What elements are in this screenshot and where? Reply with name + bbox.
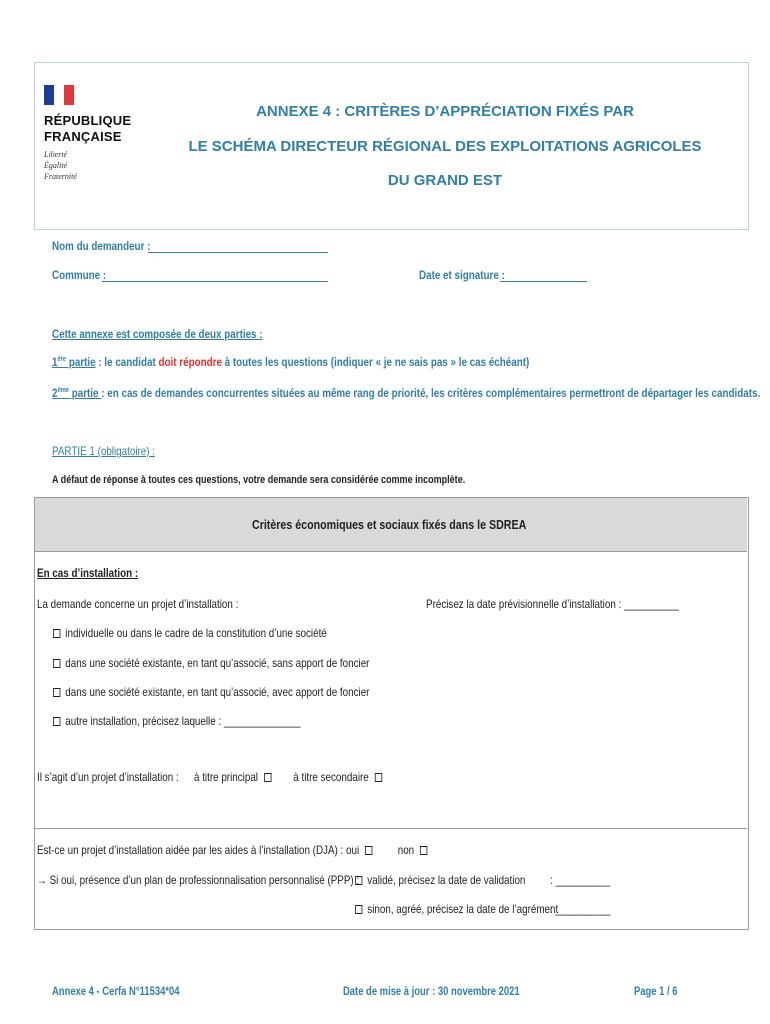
nature-secondary-checkbox[interactable]	[375, 773, 382, 782]
part1-text-a: : le candidat	[95, 355, 159, 369]
part2-text: : en cas de demandes concurrentes situées au même rang de priorité, les critères complémentaires permettront de départager les candidats.	[101, 386, 761, 400]
footer-update-date: Date de mise à jour : 30 novembre 2021	[343, 986, 520, 998]
commune-field[interactable]	[102, 281, 328, 282]
motto-egalite: Égalité	[44, 161, 68, 170]
checkbox[interactable]	[53, 629, 60, 638]
ppp-agreed-label: sinon, agréé, précisez la date de l’agrément	[367, 902, 559, 916]
part2-num: 2	[52, 386, 58, 400]
checkbox[interactable]	[53, 688, 60, 697]
title-line2: LE SCHÉMA DIRECTEUR RÉGIONAL DES EXPLOITATIONS AGRICOLES	[188, 138, 702, 155]
installation-section-title: En cas d’installation :	[37, 566, 139, 580]
part1-text-b: à toutes les questions (indiquer « je ne sais pas » le cas échéant)	[221, 355, 530, 369]
part1-required: doit répondre	[158, 355, 222, 369]
ppp-validated-option[interactable]	[355, 873, 525, 887]
ppp-validated-date[interactable]: : __________	[550, 873, 611, 887]
republique-francaise-logo	[44, 85, 132, 182]
title-line1: ANNEXE 4 : CRITÈRES D’APPRÉCIATION FIXÉS PAR	[256, 103, 634, 120]
checkbox[interactable]	[355, 905, 362, 914]
motto-liberte: Liberté	[44, 150, 68, 159]
option-label: dans une société existante, en tant qu’associé, sans apport de foncier	[65, 656, 370, 670]
option-existing-with-land[interactable]	[53, 685, 369, 699]
part2-word: partie	[68, 386, 102, 400]
part1-heading: PARTIE 1 (obligatoire) :	[52, 444, 155, 458]
part1-sup: ère	[57, 356, 67, 363]
date-signature-label: Date et signature :	[419, 268, 505, 282]
nature-principal-label: à titre principal	[193, 770, 258, 784]
option-other[interactable]	[53, 714, 301, 728]
checkbox[interactable]	[53, 659, 60, 668]
commune-label: Commune :	[52, 268, 107, 282]
ppp-agreed-date[interactable]: : __________	[550, 902, 611, 916]
dja-no-label: non	[397, 843, 415, 857]
option-label: autre installation, précisez laquelle : ______________	[65, 714, 301, 728]
part2-sup: ème	[57, 387, 69, 394]
project-label: La demande concerne un projet d’installation :	[37, 597, 239, 611]
logo-line1: RÉPUBLIQUE	[44, 113, 132, 128]
part1-notice: A défaut de réponse à toutes ces questions, votre demande sera considérée comme incomplète.	[52, 474, 466, 486]
criteria-table-title: Critères économiques et sociaux fixés dans le SDREA	[252, 517, 527, 532]
applicant-field[interactable]	[148, 252, 328, 253]
footer-page-number: Page 1 / 6	[634, 986, 678, 998]
part1-num: 1	[52, 355, 58, 369]
dja-no-checkbox[interactable]	[420, 846, 427, 855]
dja-yes-checkbox[interactable]	[365, 846, 372, 855]
applicant-label: Nom du demandeur :	[52, 239, 151, 253]
marianne-flag-icon	[44, 85, 74, 105]
installation-nature-row	[37, 770, 387, 784]
option-individual[interactable]	[53, 626, 327, 640]
option-label: individuelle ou dans le cadre de la constitution d’une société	[65, 626, 327, 640]
option-label: dans une société existante, en tant qu’associé, avec apport de foncier	[65, 685, 370, 699]
dja-label: Est-ce un projet d’installation aidée par les aides à l’installation (DJA) : oui	[37, 843, 360, 857]
part1-description	[52, 355, 529, 369]
checkbox[interactable]	[53, 717, 60, 726]
ppp-label: → Si oui, présence d’un plan de professionnalisation personnalisé (PPP) :	[37, 873, 360, 887]
part1-word: partie	[66, 355, 96, 369]
checkbox[interactable]	[355, 876, 362, 885]
option-existing-no-land[interactable]	[53, 656, 369, 670]
nature-label: Il s’agit d’un projet d’installation :	[37, 770, 179, 784]
installation-date-label: Précisez la date prévisionnelle d’installation : __________	[426, 597, 679, 611]
part2-description	[52, 386, 760, 400]
intro-heading: Cette annexe est composée de deux parties :	[52, 327, 263, 341]
logo-line2: FRANÇAISE	[44, 129, 122, 144]
nature-secondary-label: à titre secondaire	[293, 770, 369, 784]
ppp-validated-label: validé, précisez la date de validation	[367, 873, 526, 887]
motto-fraternite: Fraternité	[44, 172, 77, 181]
footer-form-ref: Annexe 4 - Cerfa N°11534*04	[52, 986, 180, 998]
nature-principal-checkbox[interactable]	[264, 773, 271, 782]
table-row-divider	[35, 828, 747, 829]
title-line3: DU GRAND EST	[387, 172, 503, 189]
ppp-agreed-option[interactable]	[355, 902, 558, 916]
dja-row	[37, 843, 432, 857]
date-signature-field[interactable]	[500, 281, 587, 282]
